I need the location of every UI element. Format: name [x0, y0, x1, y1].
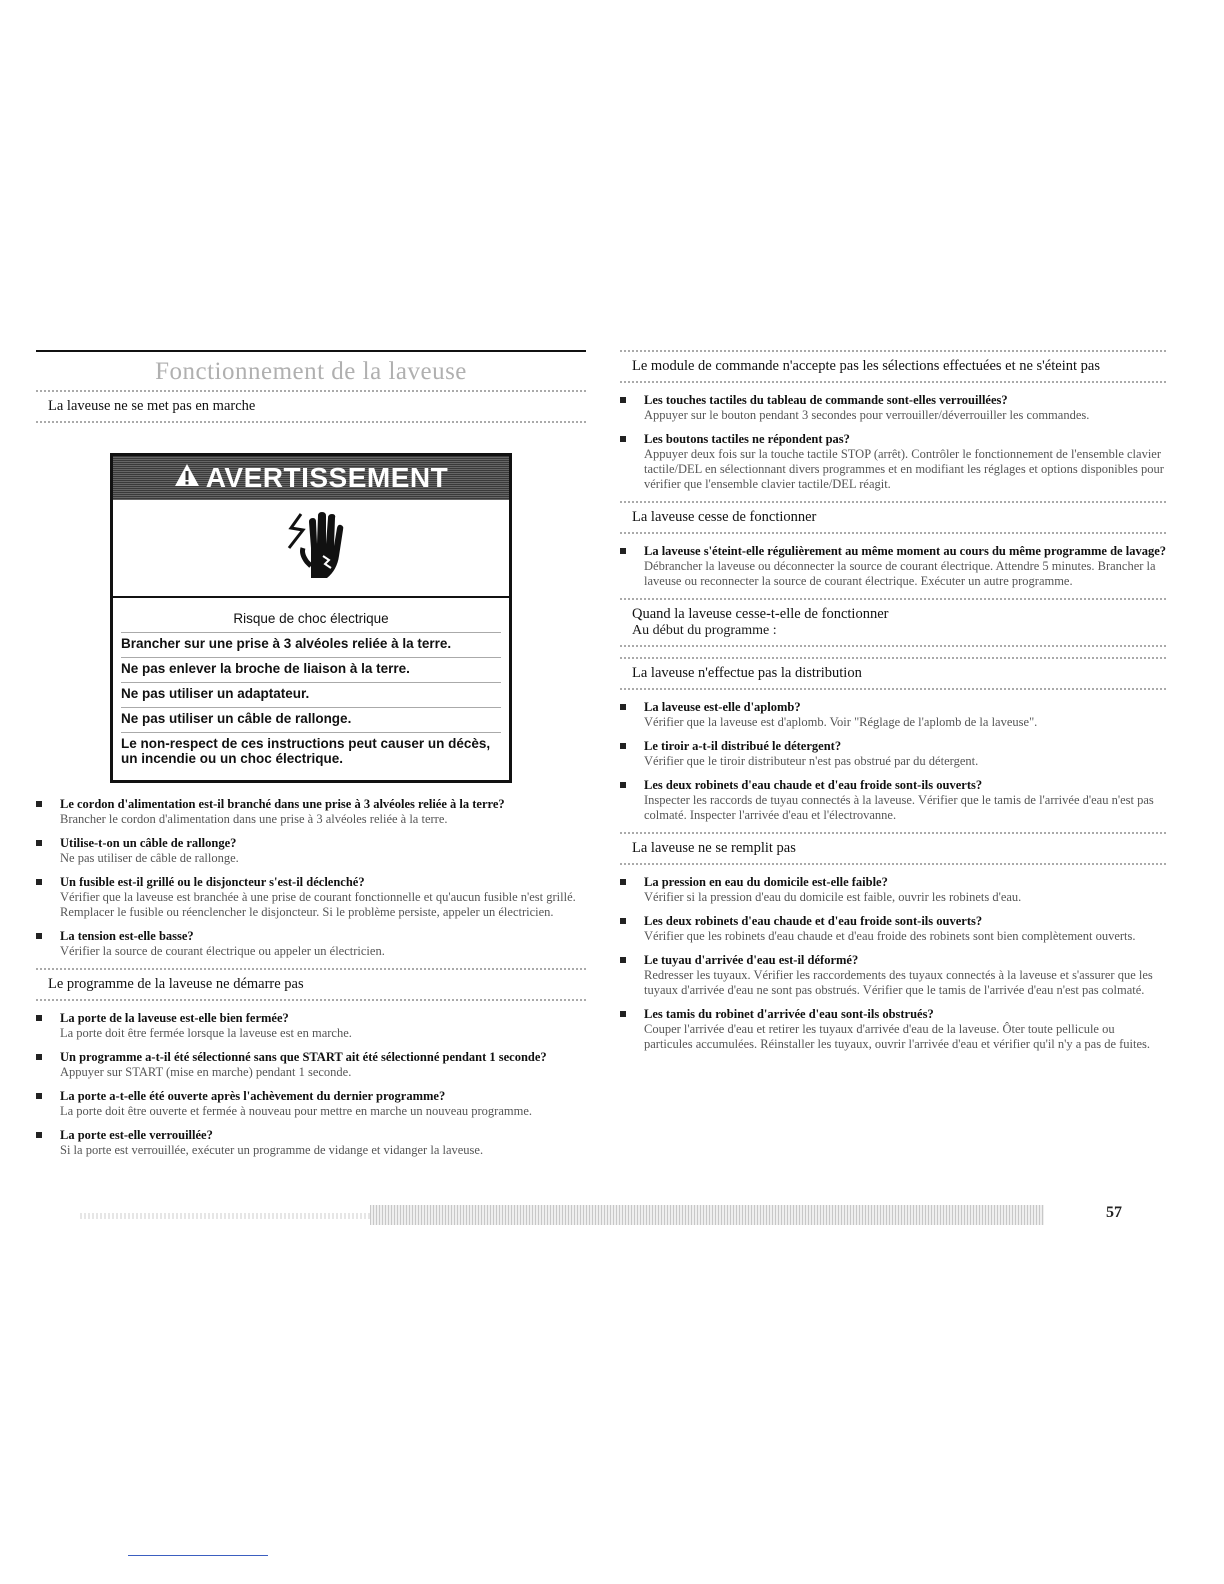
answer: Appuyer sur START (mise en marche) pendant 1 seconde. — [60, 1065, 352, 1079]
item-list — [620, 393, 1166, 492]
answer: La porte doit être ouverte et fermée à nouveau pour mettre en marche un nouveau programme. — [60, 1104, 533, 1118]
answer: Redresser les tuyaux. Vérifier les raccordements des tuyaux connectés à la laveuse et s'assurer que les tuyaux d'arrivée d'eau ne sont pas obstrués. Vérifier que le tamis de l'arrivée d'eau n'est pas colmaté. — [644, 968, 1153, 997]
item-list — [36, 797, 586, 959]
bullet-icon — [620, 397, 626, 403]
left-column — [36, 350, 586, 1167]
list-item — [36, 875, 586, 920]
list-item — [620, 953, 1166, 998]
question: Utilise-t-on un câble de rallonge? — [60, 836, 237, 850]
list-item — [620, 778, 1166, 823]
list-item — [620, 432, 1166, 492]
warning-body — [113, 598, 509, 780]
list-item — [36, 836, 586, 866]
answer: Vérifier que la laveuse est d'aplomb. Voir "Réglage de l'aplomb de la laveuse". — [644, 715, 1038, 729]
section-title-control-module: Le module de commande n'accepte pas les sélections effectuées et ne s'éteint pas — [620, 350, 1166, 383]
item-list — [620, 544, 1166, 589]
bullet-icon — [620, 704, 626, 710]
bullet-icon — [36, 1132, 42, 1138]
list-item — [36, 1128, 586, 1158]
question: Un programme a-t-il été sélectionné sans que START ait été sélectionné pendant 1 seconde? — [60, 1050, 547, 1064]
warning-header-text: AVERTISSEMENT — [205, 462, 449, 493]
page-number: 57 — [1106, 1204, 1122, 1221]
list-item — [36, 929, 586, 959]
warning-line: Ne pas enlever la broche de liaison à la terre. — [121, 658, 501, 683]
list-item — [36, 1050, 586, 1080]
answer: Vérifier que les robinets d'eau chaude et d'eau froide des robinets sont bien complètement ouverts. — [644, 929, 1136, 943]
question: Un fusible est-il grillé ou le disjoncteur s'est-il déclenché? — [60, 875, 365, 889]
warning-icon-area — [113, 500, 509, 598]
question: La pression en eau du domicile est-elle faible? — [644, 875, 888, 889]
answer: Vérifier que la laveuse est branchée à une prise de courant fonctionnelle et qu'aucun fusible n'est grillé. Remplacer le fusible ou réenclencher le disjoncteur. Si le problème persiste, appeler un électricien. — [60, 890, 576, 919]
section-title-stops-working: La laveuse cesse de fonctionner — [620, 501, 1166, 534]
list-item — [36, 797, 586, 827]
answer: Ne pas utiliser de câble de rallonge. — [60, 851, 239, 865]
answer: Vérifier si la pression d'eau du domicile est faible, ouvrir les robinets d'eau. — [644, 890, 1022, 904]
question: Les touches tactiles du tableau de commande sont-elles verrouillées? — [644, 393, 1008, 407]
answer: La porte doit être fermée lorsque la laveuse est en marche. — [60, 1026, 352, 1040]
bullet-icon — [620, 918, 626, 924]
question: Les tamis du robinet d'arrivée d'eau sont-ils obstrués? — [644, 1007, 934, 1021]
question: La porte est-elle verrouillée? — [60, 1128, 213, 1142]
answer: Vérifier la source de courant électrique ou appeler un électricien. — [60, 944, 385, 958]
question: Le cordon d'alimentation est-il branché dans une prise à 3 alvéoles reliée à la terre? — [60, 797, 505, 811]
list-item — [620, 739, 1166, 769]
warning-line: Le non-respect de ces instructions peut causer un décès, un incendie ou un choc électrique. — [121, 736, 491, 766]
bullet-icon — [36, 801, 42, 807]
answer: Couper l'arrivée d'eau et retirer les tuyaux d'arrivée d'eau de la laveuse. Ôter toute pellicule ou particules accumulées. Réinstaller les tuyaux, ouvrir l'arrivée d'eau et vérifier qu'il n'y a pas de fuites. — [644, 1022, 1151, 1051]
answer: Si la porte est verrouillée, exécuter un programme de vidange et vidanger la laveuse. — [60, 1143, 484, 1157]
bullet-icon — [36, 1015, 42, 1021]
question: Les deux robinets d'eau chaude et d'eau froide sont-ils ouverts? — [644, 778, 983, 792]
answer: Inspecter les raccords de tuyau connectés à la laveuse. Vérifier que le tamis de l'arrivée d'eau n'est pas colmaté. Inspecter l'arrivée d'eau et l'électrovanne. — [644, 793, 1154, 822]
warning-line: Ne pas utiliser un câble de rallonge. — [121, 708, 501, 733]
page-title: Fonctionnement de la laveuse — [155, 358, 467, 385]
question: La porte de la laveuse est-elle bien fermée? — [60, 1011, 289, 1025]
list-item — [620, 1007, 1166, 1052]
footer-decor-left — [80, 1213, 370, 1219]
section-title-no-dispense: La laveuse n'effectue pas la distribution — [620, 657, 1166, 690]
list-item — [620, 393, 1166, 423]
question: Le tiroir a-t-il distribué le détergent? — [644, 739, 842, 753]
question: Le tuyau d'arrivée d'eau est-il déformé? — [644, 953, 859, 967]
bullet-icon — [36, 1054, 42, 1060]
question: La tension est-elle basse? — [60, 929, 194, 943]
question: Les boutons tactiles ne répondent pas? — [644, 432, 850, 446]
bullet-icon — [620, 1011, 626, 1017]
item-list — [620, 700, 1166, 823]
list-item — [620, 544, 1166, 589]
bullet-icon — [620, 436, 626, 442]
answer: Appuyer deux fois sur la touche tactile STOP (arrêt). Contrôler le fonctionnement de l'ensemble clavier tactile/DEL en sélectionnant divers programmes et en modifiant les réglages et options disponibles pour vérifier que l'ensemble clavier tactile/DEL réagit. — [644, 447, 1164, 491]
question: Les deux robinets d'eau chaude et d'eau froide sont-ils ouverts? — [644, 914, 983, 928]
right-column — [620, 350, 1166, 1061]
list-item — [620, 700, 1166, 730]
warning-line: Risque de choc électrique — [121, 608, 501, 633]
list-item — [620, 875, 1166, 905]
warning-header — [113, 456, 509, 500]
bullet-icon — [36, 840, 42, 846]
answer: Vérifier que le tiroir distributeur n'est pas obstrué par du détergent. — [644, 754, 979, 768]
bullet-icon — [36, 933, 42, 939]
footer-decor-bar — [370, 1205, 1044, 1225]
bullet-icon — [620, 879, 626, 885]
list-item — [620, 914, 1166, 944]
question: La laveuse est-elle d'aplomb? — [644, 700, 801, 714]
answer: Brancher le cordon d'alimentation dans une prise à 3 alvéoles reliée à la terre. — [60, 812, 448, 826]
warning-line: Ne pas utiliser un adaptateur. — [121, 683, 501, 708]
answer: Débrancher la laveuse ou déconnecter la source de courant électrique. Attendre 5 minutes. Brancher la laveuse ou reconnecter la source de courant électrique. Exécuter un autre programme. — [644, 559, 1156, 588]
list-item — [36, 1089, 586, 1119]
bullet-icon — [36, 879, 42, 885]
bullet-icon — [36, 1093, 42, 1099]
section-title-when-stops: Quand la laveuse cesse-t-elle de fonctionner — [620, 598, 1166, 623]
section-subtitle: Au début du programme : — [620, 623, 1166, 647]
bullet-icon — [620, 548, 626, 554]
warning-triangle-icon — [174, 462, 200, 494]
question: La laveuse s'éteint-elle régulièrement au même moment au cours du même programme de lavage? — [644, 544, 1166, 558]
section-title-program-not-starting: Le programme de la laveuse ne démarre pas — [36, 968, 586, 1001]
answer: Appuyer sur le bouton pendant 3 secondes pour verrouiller/déverrouiller les commandes. — [644, 408, 1090, 422]
bullet-icon — [620, 957, 626, 963]
section-title-not-starting: La laveuse ne se met pas en marche — [36, 390, 586, 423]
warning-line: Brancher sur une prise à 3 alvéoles reliée à la terre. — [121, 633, 501, 658]
bullet-icon — [620, 743, 626, 749]
warning-box — [110, 453, 512, 783]
bullet-icon — [620, 782, 626, 788]
question: La porte a-t-elle été ouverte après l'achèvement du dernier programme? — [60, 1089, 446, 1103]
section-title-no-fill: La laveuse ne se remplit pas — [620, 832, 1166, 865]
list-item — [36, 1011, 586, 1041]
item-list — [36, 1011, 586, 1158]
electric-shock-hand-icon — [271, 508, 351, 589]
item-list — [620, 875, 1166, 1052]
bottom-link-line — [128, 1555, 268, 1556]
